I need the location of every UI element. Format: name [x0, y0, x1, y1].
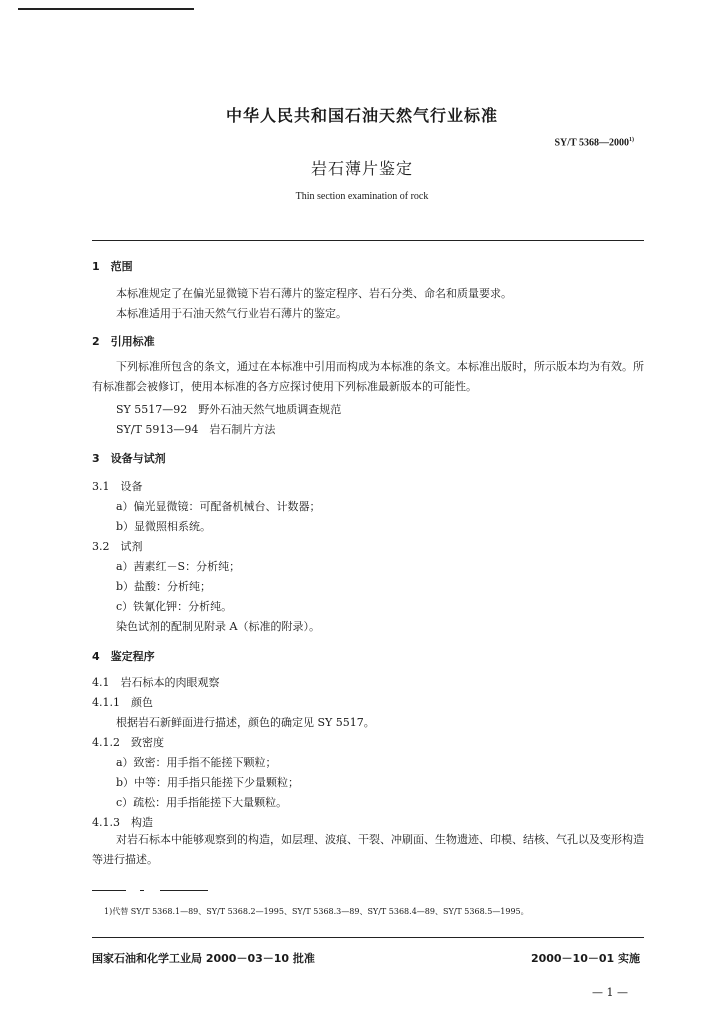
section-3-2-heading: 3.2 试剂 — [92, 540, 143, 553]
header-divider — [92, 240, 644, 241]
approval-date: 国家石油和化学工业局 2000－03－10 批准 — [92, 952, 315, 965]
section-1-para-1: 本标准规定了在偏光显微镜下岩石薄片的鉴定程序、岩石分类、命名和质量要求。 — [116, 287, 512, 300]
section-4-1-2-item-b: b）中等：用手指只能搓下少量颗粒； — [116, 776, 300, 789]
footnote-rule-dash — [140, 890, 144, 891]
section-4-1-3-heading: 4.1.3 构造 — [92, 816, 153, 829]
section-1-para-2: 本标准适用于石油天然气行业岩石薄片的鉴定。 — [116, 307, 347, 320]
reference-2: SY/T 5913—94 岩石制片方法 — [116, 423, 276, 436]
footer-divider — [92, 937, 644, 938]
footnote-text: 1)代替 SY/T 5368.1—89、SY/T 5368.2—1995、SY/T 5368.3—89、SY/T 5368.4—89、SY/T 5368.5—1995。 — [104, 907, 529, 916]
reference-1: SY 5517—92 野外石油天然气地质调查规范 — [116, 403, 342, 416]
section-3-1-item-b: b）显微照相系统。 — [116, 520, 212, 533]
section-3-heading: 3 设备与试剂 — [92, 452, 166, 465]
section-3-2-note: 染色试剂的配制见附录 A（标准的附录）。 — [116, 620, 320, 633]
section-4-1-3-para: 对岩石标本中能够观察到的构造，如层理、波痕、干裂、冲刷面、生物遗迹、印模、结核、气孔以及变形构造等进行描述。 — [92, 833, 644, 866]
standard-code-footnote-mark: 1) — [629, 137, 634, 143]
footnote-rule-right — [160, 890, 208, 891]
section-3-2-item-b: b）盐酸：分析纯； — [116, 580, 212, 593]
section-4-1-heading: 4.1 岩石标本的肉眼观察 — [92, 676, 220, 689]
section-4-1-1-para: 根据岩石新鲜面进行描述，颜色的确定见 SY 5517。 — [116, 716, 375, 729]
document-title-zh: 岩石薄片鉴定 — [310, 159, 413, 178]
top-edge-line — [18, 8, 194, 10]
section-4-1-2-heading: 4.1.2 致密度 — [92, 736, 164, 749]
implementation-date: 2000－10－01 实施 — [530, 952, 640, 965]
section-4-1-1-heading: 4.1.1 颜色 — [92, 696, 153, 709]
standard-code-text: SY/T 5368—2000 — [554, 137, 629, 149]
section-1-heading: 1 范围 — [92, 260, 133, 273]
section-3-1-item-a: a）偏光显微镜：可配备机械台、计数器； — [116, 500, 321, 513]
page-number: — 1 — — [592, 986, 628, 999]
footnote-rule-left — [92, 890, 126, 891]
document-title-en: Thin section examination of rock — [295, 191, 429, 202]
section-3-2-item-a: a）茜素红－S：分析纯； — [116, 560, 241, 573]
section-4-1-2-item-c: c）疏松：用手指能搓下大量颗粒。 — [116, 796, 288, 809]
section-4-1-2-item-a: a）致密：用手指不能搓下颗粒； — [116, 756, 277, 769]
standard-code — [554, 137, 634, 148]
industry-standard-title: 中华人民共和国石油天然气行业标准 — [225, 106, 498, 125]
section-2-para-1: 下列标准所包含的条文，通过在本标准中引用而构成为本标准的条文。本标准出版时，所示版本均为有效。所有标准都会被修订，使用本标准的各方应探讨使用下列标准最新版本的可能性。 — [92, 360, 644, 393]
section-2-heading: 2 引用标准 — [92, 335, 155, 348]
section-4-heading: 4 鉴定程序 — [92, 650, 155, 663]
section-3-2-item-c: c）铁氰化钾：分析纯。 — [116, 600, 233, 613]
section-3-1-heading: 3.1 设备 — [92, 480, 143, 493]
